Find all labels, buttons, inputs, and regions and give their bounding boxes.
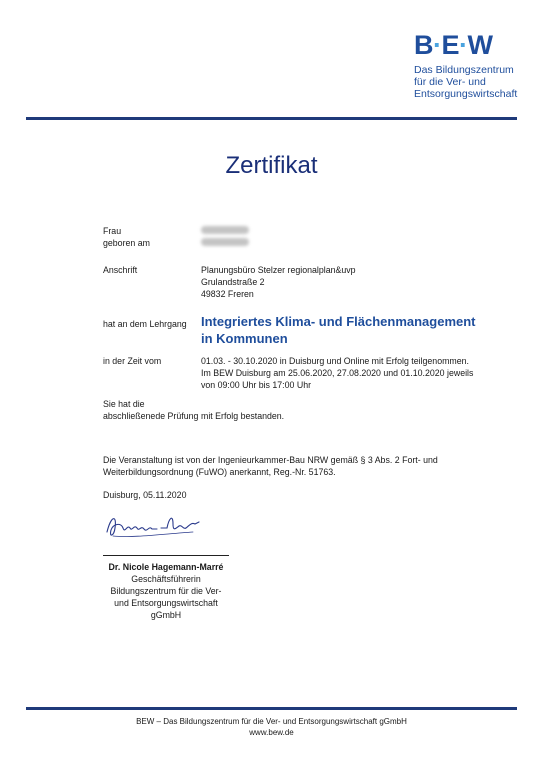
period-line: von 09:00 Uhr bis 17:00 Uhr [201,380,312,390]
footer-divider [26,707,517,710]
period-line: 01.03. - 30.10.2020 in Duisburg und Online mit Erfolg teilgenommen. [201,356,469,366]
birthdate-label: geboren am [103,238,150,248]
exam-result: mit Erfolg bestanden. [201,411,285,421]
bew-logo [414,32,493,59]
logo-dot: · [459,30,468,60]
course-title-line: Integriertes Klima- und Flächenmanagement [201,314,476,329]
signatory-role-line: und Entsorgungswirtschaft [114,598,218,608]
tagline-line: Entsorgungswirtschaft [414,88,518,100]
signatory-role-line: Bildungszentrum für die Ver- [110,586,222,596]
logo-letter-e: E [441,30,460,60]
redacted-birthdate [201,237,249,249]
handwritten-signature [103,510,213,544]
header-divider [26,117,517,120]
logo-dot: · [433,30,442,60]
period-line: Im BEW Duisburg am 25.06.2020, 27.08.2020 und 01.10.2020 jeweils [201,368,474,378]
signature-line [103,555,229,556]
signatory-role-line: gGmbH [150,610,182,620]
tagline-line: für die Ver- und [414,76,486,88]
place-date: Duisburg, 05.11.2020 [103,490,187,500]
course-title [201,313,476,347]
signatory-role-line: Geschäftsführerin [131,574,201,584]
course-title-line: in Kommunen [201,331,288,346]
note-line: Weiterbildungsordnung (FuWO) anerkannt, Reg.-Nr. 51763. [103,467,336,477]
logo-letter-b: B [414,30,433,60]
address-line: 49832 Freren [201,289,254,299]
tagline-line: Das Bildungszentrum [414,64,514,76]
period-text [201,355,473,391]
note-line: Die Veranstaltung ist von der Ingenieurkammer-Bau NRW gemäß § 3 Abs. 2 Fort- und [103,455,438,465]
address-block [201,264,356,300]
certificate-title: Zertifikat [225,152,318,179]
logo-tagline [414,64,539,100]
footer-website-link[interactable]: www.bew.de [249,728,294,737]
address-label: Anschrift [103,265,138,275]
accreditation-note [103,454,443,478]
exam-label-line: Sie hat die [103,399,145,409]
address-line: Planungsbüro Stelzer regionalplan&uvp [201,265,356,275]
footer [0,716,543,738]
signatory-name: Dr. Nicole Hagemann-Marré [108,562,224,572]
exam-label [103,398,198,422]
salutation-label: Frau [103,226,122,236]
course-label: hat an dem Lehrgang [103,319,187,329]
redacted-name [201,225,249,237]
signatory-block [103,561,229,621]
period-label: in der Zeit vom [103,356,162,366]
address-line: Grulandstraße 2 [201,277,265,287]
exam-label-line: abschließenede Prüfung [103,411,199,421]
footer-organization: BEW – Das Bildungszentrum für die Ver- und Entsorgungswirtschaft gGmbH [136,717,407,726]
logo-letter-w: W [467,30,493,60]
